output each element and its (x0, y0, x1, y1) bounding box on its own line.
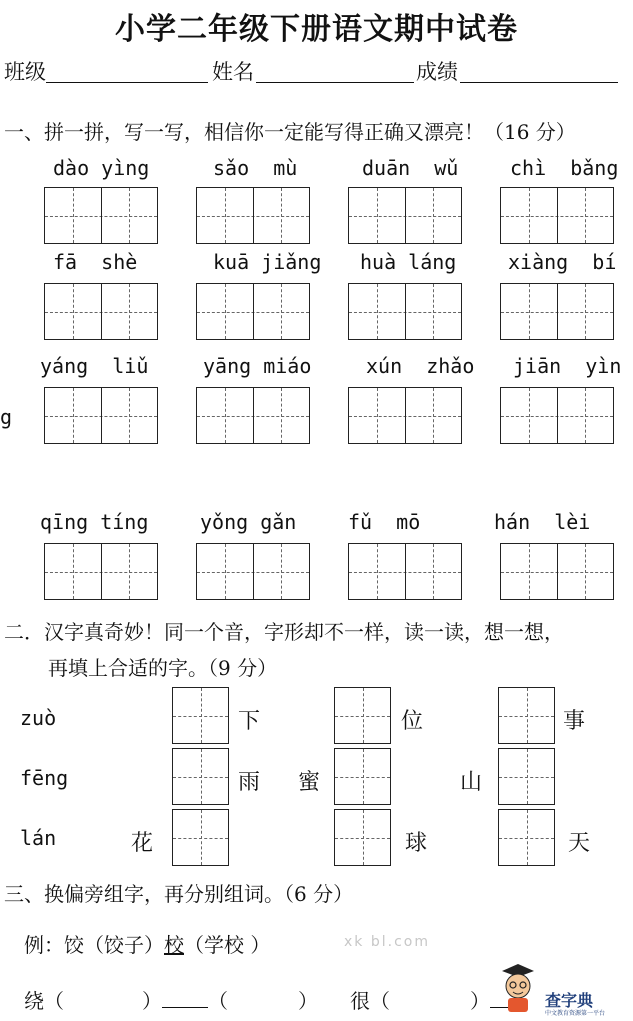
pinyin-label: yāng miáo (203, 354, 312, 378)
section1-heading: 一、拼一拼，写一写，相信你一定能写得正确又漂亮！（16 分） (4, 120, 576, 144)
pinyin-label: fǔ mō (348, 510, 421, 534)
word-char: 天 (568, 831, 591, 856)
pinyin-label: duān wǔ (362, 156, 459, 180)
tianzige-cell[interactable] (172, 748, 229, 805)
exercise-paren-close: ） (298, 989, 318, 1013)
tianzige-two-cell[interactable] (500, 187, 614, 244)
exercise-paren-open: （ (208, 989, 228, 1013)
exercise-paren-close: ） (470, 989, 490, 1013)
exercise-char: 很（ (350, 989, 390, 1013)
pinyin-prompt: fēng (20, 766, 69, 790)
word-char: 下 (238, 709, 261, 734)
word-char: 位 (401, 709, 424, 734)
tianzige-cell[interactable] (498, 748, 555, 805)
tianzige-two-cell[interactable] (348, 543, 462, 600)
tianzige-cell[interactable] (172, 687, 229, 744)
tianzige-two-cell[interactable] (500, 387, 614, 444)
score-label: 成绩 (416, 60, 458, 84)
tianzige-cell[interactable] (334, 687, 391, 744)
page-title: 小学二年级下册语文期中试卷 (115, 12, 518, 47)
tianzige-cell[interactable] (498, 809, 555, 866)
tianzige-two-cell[interactable] (44, 543, 158, 600)
example-line (24, 929, 270, 958)
word-char: 蜜 (298, 770, 321, 795)
pinyin-label: xún zhǎo (366, 354, 475, 378)
exercise-line-left (24, 985, 318, 1014)
section2-heading-line2: 再填上合适的字。（9 分） (48, 656, 278, 680)
tianzige-two-cell[interactable] (500, 283, 614, 340)
word-char: 花 (131, 831, 154, 856)
name-label: 姓名 (212, 60, 254, 84)
tianzige-cell[interactable] (334, 809, 391, 866)
tianzige-cell[interactable] (172, 809, 229, 866)
word-char: 雨 (238, 770, 261, 795)
pinyin-label: yáng liǔ (40, 354, 149, 378)
pinyin-label: kuā jiǎng (213, 250, 322, 274)
watermark: xk bl.com (344, 934, 430, 950)
example-underlined-char: 校 (164, 933, 184, 957)
logo-text: 查字典 (545, 991, 594, 1010)
tianzige-two-cell[interactable] (500, 543, 614, 600)
tianzige-cell[interactable] (334, 748, 391, 805)
pinyin-label: yǒng gǎn (200, 510, 297, 534)
pinyin-label: chì bǎng (510, 156, 619, 180)
logo-subtitle: 中文教育资源第一平台 (545, 1010, 606, 1017)
mascot-icon (500, 962, 536, 1014)
word-char: 球 (405, 831, 428, 856)
pinyin-prompt: zuò (20, 706, 57, 730)
exercise-char: 绕（ (24, 989, 64, 1013)
exercise-line-right (350, 985, 518, 1014)
pinyin-label: qīng tíng (40, 510, 149, 534)
pinyin-label: jiān yìn (513, 354, 622, 378)
pinyin-label: fā shè (53, 250, 138, 274)
tianzige-two-cell[interactable] (196, 543, 310, 600)
name-blank[interactable] (256, 60, 414, 83)
word-char: 事 (563, 709, 586, 734)
pinyin-label: sǎo mù (213, 156, 298, 180)
section3-heading: 三、换偏旁组字，再分别组词。（6 分） (4, 882, 354, 906)
word-char: 山 (460, 770, 483, 795)
tianzige-two-cell[interactable] (44, 387, 158, 444)
pinyin-label: hán lèi (494, 510, 591, 534)
class-blank[interactable] (46, 60, 208, 83)
pinyin-label: xiàng bí (508, 250, 617, 274)
score-blank[interactable] (460, 60, 618, 83)
tianzige-two-cell[interactable] (348, 387, 462, 444)
answer-blank[interactable] (162, 989, 208, 1008)
pinyin-label: huà láng (360, 250, 457, 274)
tianzige-two-cell[interactable] (44, 283, 158, 340)
tianzige-two-cell[interactable] (196, 187, 310, 244)
example-suffix: （学校 ） (184, 933, 271, 957)
tianzige-two-cell[interactable] (196, 283, 310, 340)
example-prefix: 例：饺（饺子） (24, 933, 164, 957)
exercise-paren-close: ） (142, 989, 162, 1013)
pinyin-prompt: lán (20, 826, 57, 850)
section2-heading-line1: 二．汉字真奇妙！同一个音，字形却不一样，读一读，想一想， (4, 620, 564, 644)
tianzige-two-cell[interactable] (348, 187, 462, 244)
class-label: 班级 (4, 60, 46, 84)
tianzige-two-cell[interactable] (44, 187, 158, 244)
tianzige-two-cell[interactable] (196, 387, 310, 444)
pinyin-overflow: g (0, 405, 13, 429)
tianzige-cell[interactable] (498, 687, 555, 744)
tianzige-two-cell[interactable] (348, 283, 462, 340)
pinyin-label: dào yìng (53, 156, 150, 180)
